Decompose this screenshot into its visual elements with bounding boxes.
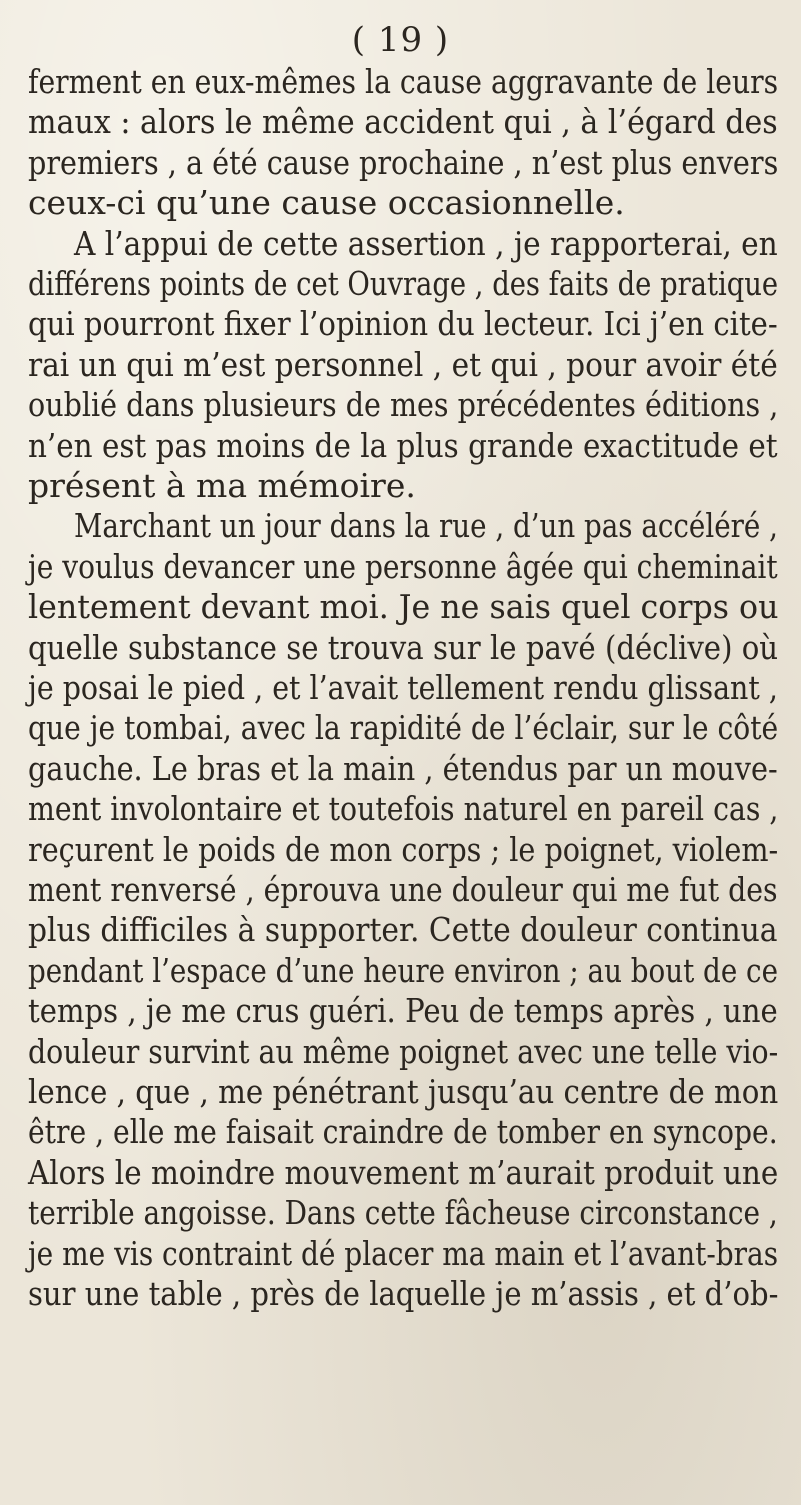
text-line: n’en est pas moins de la plus grande exactitude et: [28, 425, 778, 465]
text-line: qui pourront fixer l’opinion du lecteur. Ici j’en cite-: [28, 304, 778, 344]
text-line: rai un qui m’est personnel , et qui , pour avoir été: [28, 344, 778, 384]
text-line: douleur survint au même poignet avec une telle vio-: [28, 1031, 779, 1071]
text-line: je me vis contraint dé placer ma main et l’avant-bras: [28, 1233, 779, 1273]
text-line: que je tombai, avec la rapidité de l’éclair, sur le côté: [28, 708, 779, 748]
text-line: ceux-ci qu’une cause occasionnelle.: [28, 183, 625, 223]
text-line: je posai le pied , et l’avait tellement rendu glissant ,: [28, 668, 778, 707]
text-line: Marchant un jour dans la rue , d’un pas accéléré ,: [74, 506, 778, 546]
text-line: temps , je me crus guéri. Peu de temps après , une: [28, 991, 778, 1031]
text-line: ment involontaire et toutefois naturel en pareil cas ,: [28, 789, 779, 829]
text-line: ferment en eux-mêmes la cause aggravante de leurs: [28, 62, 779, 101]
text-line: différens points de cet Ouvrage , des faits de pratique: [28, 264, 779, 303]
text-line: sur une table , près de laquelle je m’assis , et d’ob-: [28, 1274, 779, 1313]
text-line: terrible angoisse. Dans cette fâcheuse circonstance ,: [28, 1193, 778, 1233]
text-line: quelle substance se trouva sur le pavé (déclive) où: [28, 627, 779, 667]
text-line: A l’appui de cette assertion , je rapporterai, en: [74, 223, 778, 263]
page-number: ( 19 ): [351, 20, 450, 60]
text-line: gauche. Le bras et la main , étendus par un mouve-: [28, 748, 778, 788]
text-line: premiers , a été cause prochaine , n’est plus envers: [28, 142, 779, 182]
text-line: être , elle me faisait craindre de tomber en syncope.: [28, 1112, 778, 1152]
text-line: Alors le moindre mouvement m’aurait produit une: [28, 1152, 779, 1192]
text-line: lence , que , me pénétrant jusqu’au centre de mon: [28, 1072, 779, 1111]
text-line: lentement devant moi. Je ne sais quel corps ou: [28, 587, 779, 627]
text-line: je voulus devancer une personne âgée qui cheminait: [28, 546, 778, 586]
text-line: maux : alors le même accident qui , à l’égard des: [28, 102, 778, 142]
text-line: reçurent le poids de mon corps ; le poignet, violem-: [28, 829, 779, 869]
text-line: pendant l’espace d’une heure environ ; au bout de ce: [28, 950, 779, 990]
text-line: oublié dans plusieurs de mes précédentes éditions ,: [28, 385, 779, 425]
text-line: plus difficiles à supporter. Cette douleur continua: [28, 910, 778, 950]
text-line: présent à ma mémoire.: [28, 466, 416, 505]
text-line: ment renversé , éprouva une douleur qui me fut des: [28, 870, 778, 909]
